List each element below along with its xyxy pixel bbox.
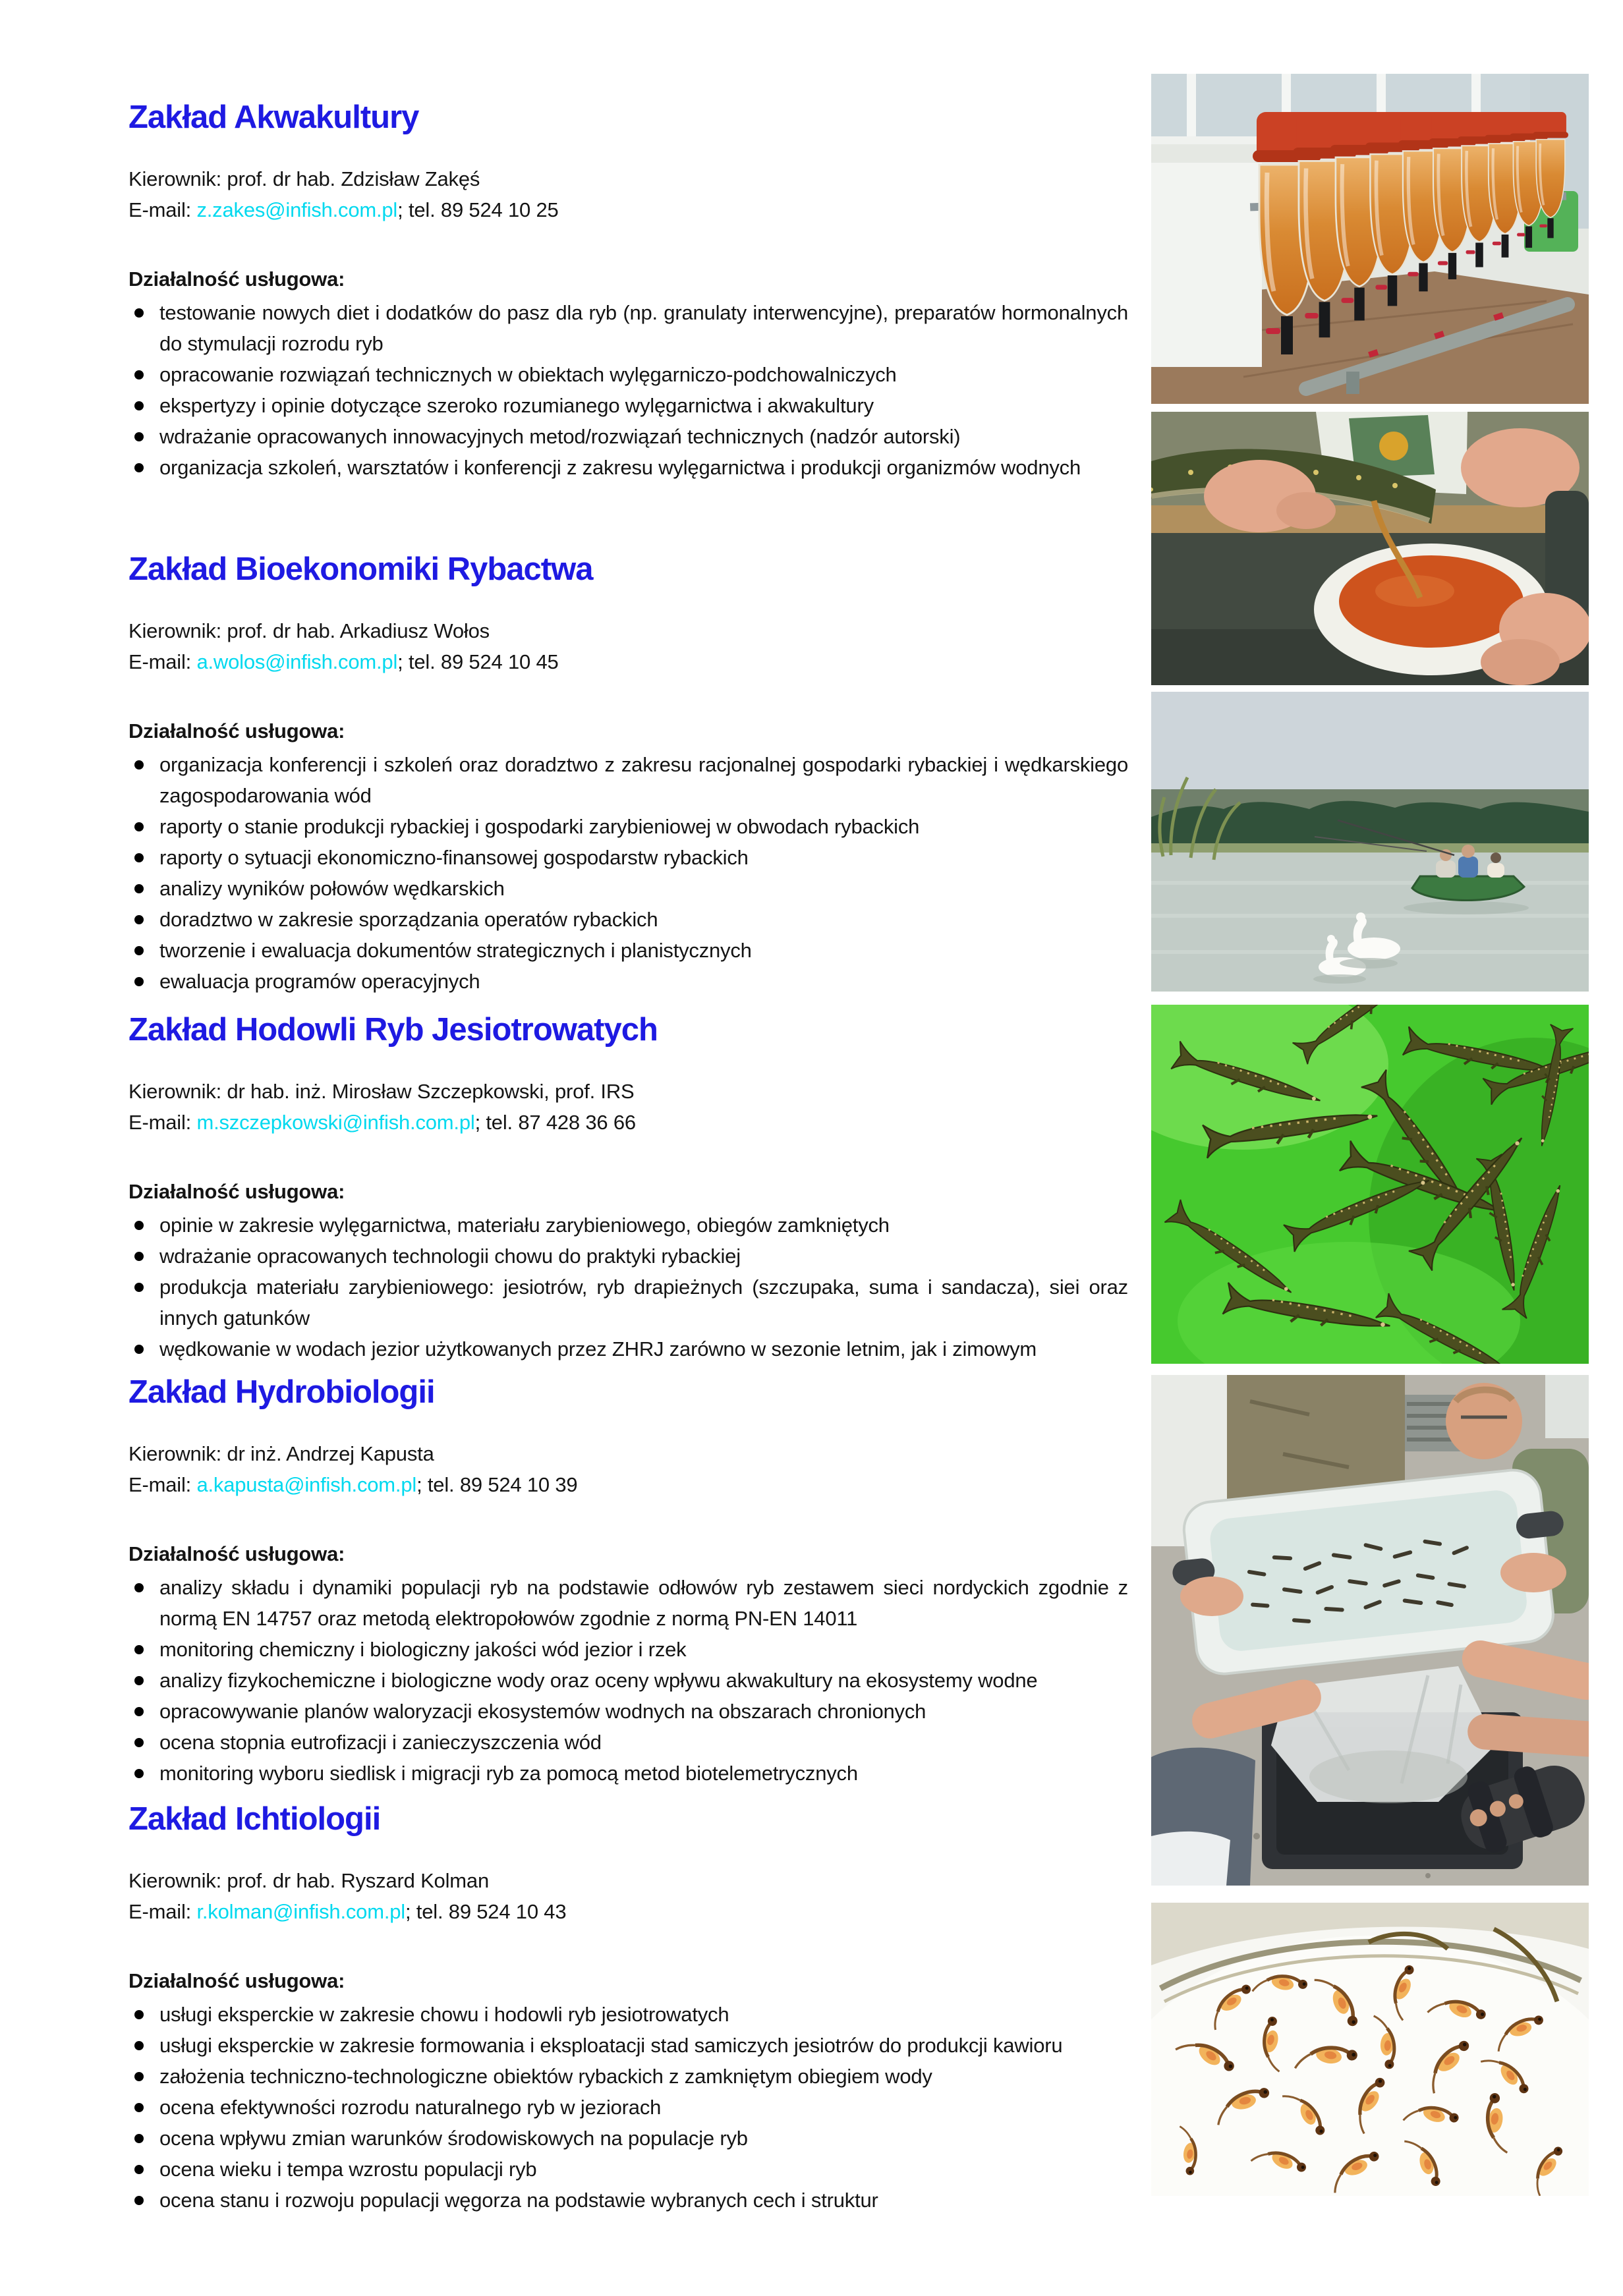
email-line	[128, 194, 1128, 225]
service-item-text: wdrażanie opracowanych technologii chowu do praktyki rybackiej	[159, 1245, 741, 1268]
bullet-dot-icon	[134, 2165, 144, 2174]
service-item-text: analizy wyników połowów wędkarskich	[159, 877, 505, 900]
bullet-dot-icon	[134, 977, 144, 986]
photo-fish-larvae-bowl	[1151, 1903, 1589, 2196]
service-item	[128, 2185, 1128, 2216]
section-title: Zakład Bioekonomiki Rybactwa	[128, 551, 593, 587]
services-list	[128, 749, 1128, 997]
service-item-text: usługi eksperckie w zakresie formowania i eksploatacji stad samiczych jesiotrów do produkcji kawioru	[159, 2034, 1063, 2057]
service-item-text: wędkowanie w wodach jezior użytkowanych przez ZHRJ zarówno w sezonie letnim, jak i zimowym	[159, 1337, 1037, 1360]
email-line	[128, 1107, 1128, 1138]
services-heading: Działalność usługowa:	[128, 1180, 345, 1203]
bullet-dot-icon	[134, 2103, 144, 2112]
bullet-dot-icon	[134, 1707, 144, 1716]
service-item-text: monitoring wyboru siedlisk i migracji ryb za pomocą metod biotelemetrycznych	[159, 1762, 858, 1785]
service-item-text: ewaluacja programów operacyjnych	[159, 970, 480, 993]
service-item-text: tworzenie i ewaluacja dokumentów strategicznych i planistycznych	[159, 939, 752, 962]
service-item	[128, 873, 1128, 904]
bullet-dot-icon	[134, 1283, 144, 1292]
service-item	[128, 1634, 1128, 1665]
service-item-text: ekspertyzy i opinie dotyczące szeroko rozumianego wylęgarnictwa i akwakultury	[159, 394, 874, 417]
service-item-text: testowanie nowych diet i dodatków do pasz dla ryb (np. granulaty interwencyjne), preparatów hormonalnych do stymulacji rozrodu ryb	[159, 301, 1128, 355]
service-item	[128, 1333, 1128, 1364]
bullet-dot-icon	[134, 370, 144, 379]
service-item	[128, 421, 1128, 452]
bullet-dot-icon	[134, 760, 144, 770]
bullet-dot-icon	[134, 1738, 144, 1747]
phone-text: ; tel. 89 524 10 45	[397, 650, 559, 673]
bullet-dot-icon	[134, 946, 144, 955]
service-item	[128, 1727, 1128, 1758]
service-item-text: ocena stopnia eutrofizacji i zanieczyszczenia wód	[159, 1731, 602, 1754]
service-item-text: raporty o sytuacji ekonomiczno-finansowej gospodarstw rybackich	[159, 846, 749, 869]
services-heading: Działalność usługowa:	[128, 719, 345, 742]
phone-text: ; tel. 87 428 36 66	[474, 1111, 636, 1134]
service-item	[128, 1210, 1128, 1241]
email-link[interactable]: r.kolman@infish.com.pl	[196, 1900, 405, 1923]
service-item	[128, 359, 1128, 390]
kierownik-line: Kierownik: prof. dr hab. Arkadiusz Wołos	[128, 619, 490, 642]
service-item-text: opracowywanie planów waloryzacji ekosystemów wodnych na obszarach chronionych	[159, 1700, 926, 1723]
bullet-dot-icon	[134, 2196, 144, 2205]
service-item-text: usługi eksperckie w zakresie chowu i hodowli ryb jesiotrowatych	[159, 2003, 729, 2026]
section-title: Zakład Akwakultury	[128, 99, 419, 135]
service-item-text: analizy składu i dynamiki populacji ryb na podstawie odłowów ryb zestawem sieci nordyckich zgodnie z normą EN 14757 oraz metodą elektropołowów zgodnie z normą PN-EN 14011	[159, 1576, 1128, 1630]
bullet-dot-icon	[134, 2010, 144, 2019]
section-title: Zakład Hydrobiologii	[128, 1374, 435, 1410]
services-list	[128, 297, 1128, 483]
service-item	[128, 390, 1128, 421]
service-item-text: ocena wpływu zmian warunków środowiskowych na populacje ryb	[159, 2127, 748, 2150]
service-item	[128, 811, 1128, 842]
service-item-text: monitoring chemiczny i biologiczny jakości wód jezior i rzek	[159, 1638, 687, 1661]
bullet-dot-icon	[134, 1676, 144, 1685]
section-zaklad-bioekonomiki-rybactwa	[128, 552, 1128, 997]
email-link[interactable]: a.wolos@infish.com.pl	[196, 650, 398, 673]
service-item	[128, 2030, 1128, 2061]
email-line	[128, 1896, 1128, 1927]
service-item-text: opinie w zakresie wylęgarnictwa, materiału zarybieniowego, obiegów zamkniętych	[159, 1214, 890, 1237]
service-item-text: organizacja konferencji i szkoleń oraz doradztwo z zakresu racjonalnej gospodarki rybackiej i wędkarskiego zagospodarowania wód	[159, 753, 1128, 807]
services-list	[128, 1999, 1128, 2216]
bullet-dot-icon	[134, 2041, 144, 2050]
service-item	[128, 966, 1128, 997]
service-item	[128, 904, 1128, 935]
service-item	[128, 935, 1128, 966]
service-item-text: organizacja szkoleń, warsztatów i konferencji z zakresu wylęgarnictwa i produkcji organizmów wodnych	[159, 456, 1081, 479]
service-item-text: raporty o stanie produkcji rybackiej i gospodarki zarybieniowej w obwodach rybackich	[159, 815, 920, 838]
bullet-dot-icon	[134, 1769, 144, 1778]
service-item-text: ocena stanu i rozwoju populacji węgorza na podstawie wybranych cech i struktur	[159, 2189, 878, 2212]
service-item-text: założenia techniczno-technologiczne obiektów rybackich z zamkniętym obiegiem wody	[159, 2065, 932, 2088]
section-zaklad-hydrobiologii	[128, 1375, 1128, 1789]
service-item	[128, 297, 1128, 359]
section-zaklad-akwakultury	[128, 100, 1128, 483]
phone-text: ; tel. 89 524 10 43	[405, 1900, 567, 1923]
service-item	[128, 1758, 1128, 1789]
email-label: E-mail:	[128, 1111, 197, 1134]
bullet-dot-icon	[134, 2072, 144, 2081]
phone-text: ; tel. 89 524 10 39	[416, 1473, 578, 1496]
email-link[interactable]: a.kapusta@infish.com.pl	[196, 1473, 417, 1496]
email-label: E-mail:	[128, 1473, 197, 1496]
service-item	[128, 2061, 1128, 2092]
email-label: E-mail:	[128, 198, 197, 221]
section-title: Zakład Ichtiologii	[128, 1801, 381, 1837]
service-item-text: ocena wieku i tempa wzrostu populacji ryb	[159, 2158, 537, 2181]
service-item	[128, 1241, 1128, 1272]
bullet-dot-icon	[134, 463, 144, 472]
bullet-dot-icon	[134, 1221, 144, 1230]
service-item	[128, 842, 1128, 873]
photo-fry-stocking-transfer	[1151, 1375, 1589, 1886]
bullet-dot-icon	[134, 1583, 144, 1592]
section-title: Zakład Hodowli Ryb Jesiotrowatych	[128, 1012, 658, 1048]
email-line	[128, 1469, 1128, 1500]
service-item	[128, 1999, 1128, 2030]
service-item	[128, 749, 1128, 811]
bullet-dot-icon	[134, 822, 144, 831]
bullet-dot-icon	[134, 2134, 144, 2143]
bullet-dot-icon	[134, 432, 144, 441]
service-item-text: produkcja materiału zarybieniowego: jesiotrów, ryb drapieżnych (szczupaka, suma i sandacza), siei oraz innych gatunków	[159, 1275, 1128, 1330]
photo-sturgeon-fry-green	[1151, 1005, 1589, 1364]
service-item	[128, 1572, 1128, 1634]
services-list	[128, 1572, 1128, 1789]
services-list	[128, 1210, 1128, 1364]
bullet-dot-icon	[134, 1252, 144, 1261]
service-item	[128, 2154, 1128, 2185]
section-zaklad-ichtiologii	[128, 1802, 1128, 2216]
photo-lake-boat-anglers	[1151, 692, 1589, 992]
service-item-text: analizy fizykochemiczne i biologiczne wody oraz oceny wpływu akwakultury na ekosystemy wodne	[159, 1669, 1038, 1692]
bullet-dot-icon	[134, 308, 144, 318]
bullet-dot-icon	[134, 915, 144, 924]
photo-pike-roe-stripping	[1151, 412, 1589, 685]
bullet-dot-icon	[134, 401, 144, 410]
service-item	[128, 2123, 1128, 2154]
bullet-dot-icon	[134, 853, 144, 862]
service-item	[128, 1272, 1128, 1333]
kierownik-line: Kierownik: dr inż. Andrzej Kapusta	[128, 1442, 434, 1465]
service-item-text: wdrażanie opracowanych innowacyjnych metod/rozwiązań technicznych (nadzór autorski)	[159, 425, 961, 448]
email-label: E-mail:	[128, 1900, 197, 1923]
email-link[interactable]: m.szczepkowski@infish.com.pl	[196, 1111, 475, 1134]
bullet-dot-icon	[134, 1645, 144, 1654]
services-heading: Działalność usługowa:	[128, 1542, 345, 1565]
photo-hatchery-incubation-jars	[1151, 74, 1589, 404]
service-item-text: doradztwo w zakresie sporządzania operatów rybackich	[159, 908, 658, 931]
bullet-dot-icon	[134, 1345, 144, 1354]
service-item	[128, 1696, 1128, 1727]
section-zaklad-hodowli-ryb-jesiotrowatych	[128, 1013, 1128, 1364]
email-label: E-mail:	[128, 650, 197, 673]
email-link[interactable]: z.zakes@infish.com.pl	[196, 198, 398, 221]
service-item-text: opracowanie rozwiązań technicznych w obiektach wylęgarniczo-podchowalniczych	[159, 363, 897, 386]
service-item	[128, 2092, 1128, 2123]
service-item	[128, 1665, 1128, 1696]
kierownik-line: Kierownik: prof. dr hab. Ryszard Kolman	[128, 1869, 489, 1892]
services-heading: Działalność usługowa:	[128, 267, 345, 291]
phone-text: ; tel. 89 524 10 25	[397, 198, 559, 221]
bullet-dot-icon	[134, 884, 144, 893]
kierownik-line: Kierownik: dr hab. inż. Mirosław Szczepkowski, prof. IRS	[128, 1080, 635, 1103]
services-heading: Działalność usługowa:	[128, 1969, 345, 1992]
email-line	[128, 646, 1128, 677]
kierownik-line: Kierownik: prof. dr hab. Zdzisław Zakęś	[128, 167, 480, 190]
service-item-text: ocena efektywności rozrodu naturalnego ryb w jeziorach	[159, 2096, 662, 2119]
service-item	[128, 452, 1128, 483]
